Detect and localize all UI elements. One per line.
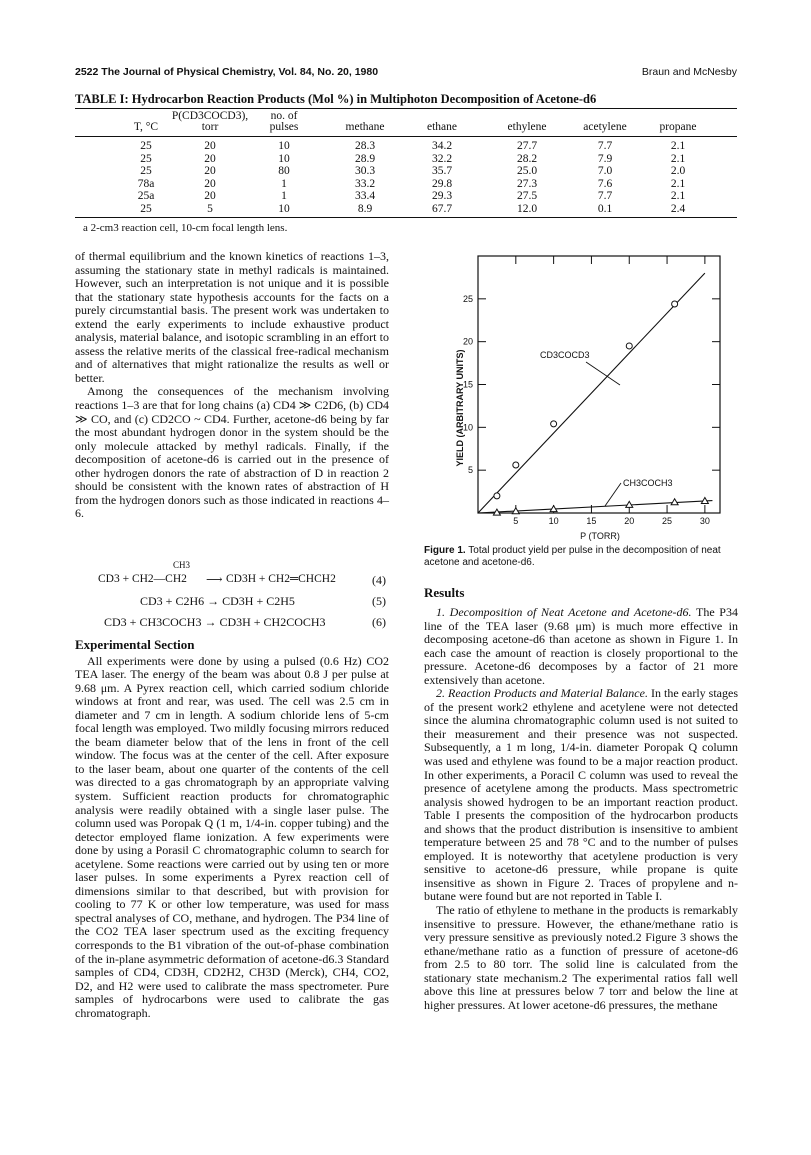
- paragraph: The ratio of ethylene to methane in the products is remarkably insensitive to pressure. However, the ethane/methane ratio is very pressure sensitive as previously noted.2 Figure 3 shows the ethane/methane ratio as a function of pressure of acetone-d6 from 2.5 to 80 torr. The solid line is calculated from the stationary state mechanism.2 The experimental ratios fall well above this line at pressures below 7 torr and below the line at higher pressures. At lower acetone-d6 pressures, the methane: [424, 903, 738, 1012]
- x-tick-label: 30: [699, 516, 710, 526]
- left-column-part2: [75, 638, 389, 1020]
- header-methane: methane: [345, 121, 385, 133]
- table-cell: 0.1: [597, 202, 613, 215]
- table-cell: 67.7: [431, 202, 453, 215]
- running-header: 2522 The Journal of Physical Chemistry, Vol. 84, No. 20, 1980: [75, 66, 379, 78]
- table-cell: 2.1: [670, 190, 686, 202]
- table-cell: 1: [281, 190, 287, 202]
- chart-ticks: [463, 256, 720, 526]
- table-cell: 1: [281, 177, 287, 190]
- table-cell: 33.4: [354, 190, 376, 202]
- table-cell: 2.0: [670, 165, 686, 177]
- header-pressure-top: P(CD3COCD3),: [171, 110, 249, 122]
- paragraph: 1. Decomposition of Neat Acetone and Acetone-d6. The P34 line of the TEA laser (9.68 μm) is much more effective in decomposing acetone-d6 than acetone as shown in Figure 1. In each case the amount of reaction is closely proportional to the pressure. Acetone-d6 decomposes by a factor of 21 more extensively than acetone.: [424, 605, 738, 687]
- table-cell: 33.2: [354, 177, 376, 190]
- table-cell: 28.2: [516, 152, 538, 165]
- y-tick-label: 20: [462, 336, 473, 347]
- left-column-part1: [75, 250, 389, 521]
- table-cell: 25: [140, 202, 152, 215]
- table-cell: 7.7: [597, 140, 613, 152]
- data-point-circle: [494, 493, 500, 499]
- y-tick-label: 5: [467, 465, 473, 476]
- reaction-5-number: (5): [372, 594, 386, 608]
- paragraph: Among the consequences of the mechanism involving reactions 1–3 are that for long chains (a) CD4 ≫ C2D6, (b) CD4 ≫ CO, and (c) CD2CO ~ CD4. Further, acetone-d6 being by far the most abundant hydrogen donor in the system should be the only molecule attacked by methyl radicals. Finally, if the decomposition of acetone-d6 is carried out in the presence of other hydrogen donors the rate of abstraction of D in reaction 2 should be consistent with the known rates of abstraction of H from the hydrogen donors such as those indicated in reactions 4–6.: [75, 384, 389, 521]
- chart-marks: [493, 301, 708, 515]
- data-point-circle: [551, 421, 557, 427]
- figure-1-chart: [400, 248, 740, 544]
- reaction-4-number: (4): [372, 573, 386, 587]
- header-pulses-bottom: pulses: [269, 121, 299, 133]
- x-tick-label: 10: [548, 516, 559, 526]
- table-cell: 29.8: [431, 177, 453, 190]
- table-cell: 25a: [137, 190, 155, 202]
- figure-1-caption: Figure 1. Total product yield per pulse in the decomposition of neat acetone and acetone-d6.: [424, 545, 721, 568]
- table-cell: 25: [140, 140, 152, 152]
- table-cell: 7.7: [597, 190, 613, 202]
- reaction-4-substituent: CH3: [173, 560, 191, 570]
- table-cell: 12.0: [516, 202, 538, 215]
- header-pulses-top: no. of: [270, 110, 298, 122]
- header-pressure-bottom: torr: [201, 121, 219, 133]
- data-point-circle: [513, 462, 519, 468]
- table-cell: 10: [278, 202, 290, 215]
- table-top-rule: [75, 108, 737, 109]
- table-cell: 2.4: [670, 202, 686, 215]
- section-heading: Results: [424, 585, 465, 600]
- y-tick-label: 10: [462, 422, 473, 433]
- table-header-rule: [75, 136, 737, 137]
- table-cell: 35.7: [431, 165, 453, 177]
- header-ethylene: ethylene: [507, 121, 547, 133]
- table-cell: 20: [204, 165, 216, 177]
- table-cell: 28.3: [354, 140, 376, 152]
- table-cell: 10: [278, 152, 290, 165]
- paragraph: of thermal equilibrium and the known kinetics of reactions 1–3, assuming the stationary state in methyl radicals is maintained. However, such an interpretation is not unique and it is possible that the stationary state hypothesis accounts for the facts on a purely circumstantial basis. The present work was undertaken to extend the early experiments to include exhaustive product analysis, material balance, and isotopic scrambling in an effort to assess the relative merits of the classical free-radical mechanism and of alternatives that might rationalize the results as well or better.: [75, 249, 389, 385]
- reaction-4-left: CD3 + CH2—CH2: [98, 573, 187, 585]
- x-tick-label: 5: [513, 516, 519, 526]
- table-cell: 32.2: [431, 152, 453, 165]
- table-cell: 7.9: [597, 152, 613, 165]
- table-cell: 2.1: [670, 177, 686, 190]
- header-acetylene: acetylene: [583, 121, 627, 133]
- table-cell: 27.5: [516, 190, 538, 202]
- table-cell: 27.7: [516, 140, 538, 152]
- y-axis-label: YIELD (ARBITRARY UNITS): [455, 349, 465, 467]
- x-tick-label: 25: [662, 516, 673, 526]
- table-cell: 34.2: [431, 140, 453, 152]
- table-cell: 30.3: [354, 165, 376, 177]
- data-point-circle: [672, 301, 678, 307]
- running-header-authors: Braun and McNesby: [641, 66, 737, 78]
- table-cell: 20: [204, 152, 216, 165]
- y-tick-label: 15: [462, 379, 473, 390]
- reaction-arrow: ⟶: [206, 574, 223, 586]
- data-point-circle: [626, 343, 632, 349]
- table-cell: 25: [140, 165, 152, 177]
- table-cell: 28.9: [354, 152, 376, 165]
- table-cell: 78a: [137, 177, 155, 190]
- table-cell: 2.1: [670, 152, 686, 165]
- header-ethane: ethane: [426, 121, 457, 133]
- x-tick-label: 15: [586, 516, 597, 526]
- table-footnote: a 2-cm3 reaction cell, 10-cm focal length lens.: [83, 222, 288, 234]
- table-cell: 7.6: [597, 177, 613, 190]
- table-cell: 10: [278, 140, 290, 152]
- paragraph: All experiments were done by using a pulsed (0.6 Hz) CO2 TEA laser. The energy of the beam was about 0.8 J per pulse at 9.68 μm. A Pyrex reaction cell, which carried sodium chloride windows at front and rear, was used. The cell was 2.5 cm in diameter and 7 cm in length. A sodium chloride lens of 5-cm focal length was employed. Two mildly focusing mirrors reduced the beam diameter below that of the lens in front of the cell window. The focus was at the center of the cell. After exposure to the laser beam, about one quarter of the contents of the cell was directed to a gas chromatograph by an appropriate valving system. Sufficient reaction products for chromatographic analysis were readily obtained with a single laser pulse. The column used was Poropak Q (1 m, 1/4-in. copper tubing) and the detector employed flame ionization. A few experiments were done by using a Porasil C chromatographic column to search for acetylene. Some reactions were carried out by using ten or more laser pulses. In some experiments a Pyrex reaction cell of dimensions similar to that described, but with provision for cooling to 77 K or other low temperature, was used for mass spectral analyses of CO, methane, and hydrogen. The P34 line of the CO2 TEA laser spectrum used as the exciting frequency corresponds to the B1 vibration of the out-of-phase combination of the in-plane asymmetric deformation of acetone-d6.3 Standard samples of CD4, CD3H, CD2H2, CH3D (Merck), CH4, CO2, D2, and H2 were used to calibrate the mass spectrometer. Pure samples of hydrocarbons were used to calibrate the gas chromatograph.: [75, 653, 389, 1020]
- table-cell: 20: [204, 190, 216, 202]
- y-tick-label: 25: [462, 293, 473, 304]
- chart-lines: [478, 273, 712, 513]
- table-title: TABLE I: Hydrocarbon Reaction Products (Mol %) in Multiphoton Decomposition of Acetone-d6: [75, 92, 597, 106]
- table-cell: 25: [140, 152, 152, 165]
- table-cell: 20: [204, 140, 216, 152]
- table-cell: 5: [207, 202, 213, 215]
- table-cell: 2.1: [670, 140, 686, 152]
- table-cell: 29.3: [431, 190, 453, 202]
- section-heading: Experimental Section: [75, 637, 195, 652]
- leader-line-ch3coch3: [605, 483, 621, 506]
- x-axis-label: P (TORR): [580, 531, 620, 541]
- table-cell: 7.0: [597, 165, 613, 177]
- table-bottom-rule: [75, 217, 737, 218]
- x-tick-label: 20: [624, 516, 635, 526]
- table-cell: 80: [278, 165, 290, 177]
- reaction-4-right: CD3H + CH2═CHCH2: [226, 573, 336, 585]
- series-label-d6: CD3COCD3: [540, 350, 590, 360]
- table-cell: 8.9: [357, 202, 373, 215]
- table-cell: 25.0: [516, 165, 538, 177]
- reaction-5: CD3 + C2H6 → CD3H + C2H5: [140, 594, 295, 608]
- header-temperature: T, °C: [133, 121, 159, 133]
- data-point-triangle: [671, 499, 678, 505]
- paragraph: 2. Reaction Products and Material Balance. In the early stages of the present work2 ethylene and acetylene were not detected since the alumina chromatographic column used is not suited to their measurement and their presence was not suspected. Subsequently, a 1 m long, 1/4-in. diameter Poropak Q column was used and ethylene was found to be a major reaction product. In other experiments, a Poracil C column was used to reveal the presence of acetylene among the products. Mass spectrometric analysis showed hydrogen to be an important reaction product. Table I presents the composition of the hydrocarbon products and shows that the product distribution is insensitive to ambient temperature between 25 and 78 °C and to the number of pulses employed. It is noteworthy that acetylene production is very sensitive to acetone-d6 pressure, while propane is quite insensitive as shown in Figure 2. Traces of propylene and n-butane were found but are not reported in Table I.: [424, 686, 738, 904]
- reaction-6: CD3 + CH3COCH3 → CD3H + CH2COCH3: [104, 615, 326, 629]
- results-text: [424, 606, 738, 1012]
- table-cell: 27.3: [516, 177, 538, 190]
- table-cell: 20: [204, 177, 216, 190]
- reaction-6-number: (6): [372, 615, 386, 629]
- series-label-h6: CH3COCH3: [623, 478, 673, 488]
- header-propane: propane: [659, 121, 697, 133]
